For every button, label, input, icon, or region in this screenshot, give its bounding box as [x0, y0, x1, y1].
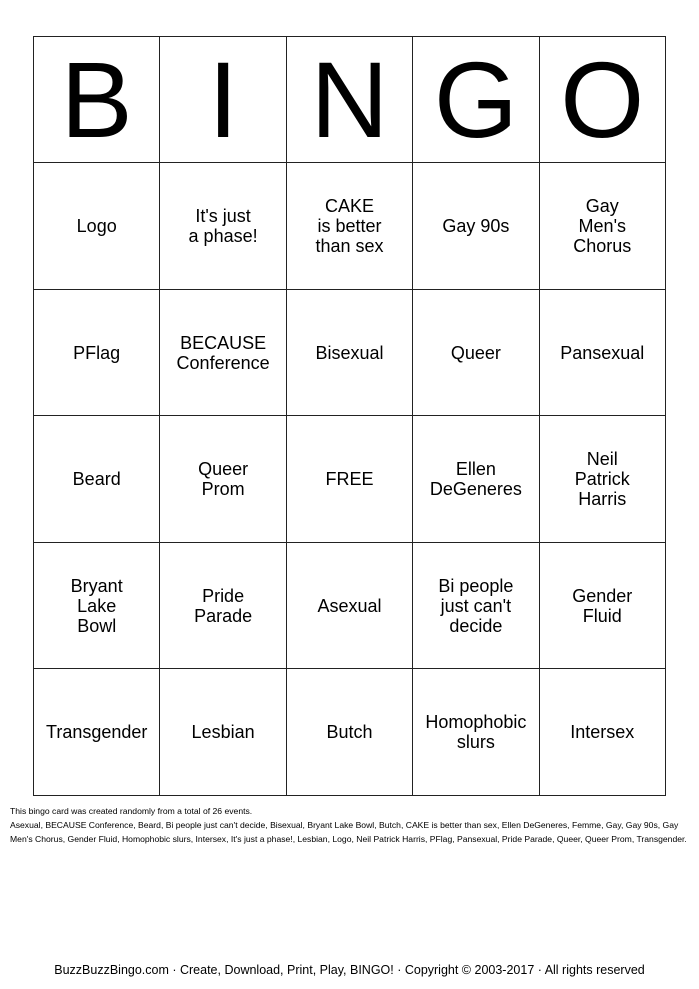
card-row-3 [34, 416, 666, 543]
bingo-cell: Gay Men's Chorus [539, 163, 665, 290]
bingo-cell: Asexual [286, 543, 412, 669]
bingo-cell: CAKE is better than sex [286, 163, 412, 290]
bingo-cell: Bi people just can't decide [413, 543, 539, 669]
card-row-1 [34, 163, 666, 290]
bingo-cell: Butch [286, 669, 412, 796]
card-row-2 [34, 290, 666, 416]
free-space-cell: FREE [286, 416, 412, 543]
bingo-cell: Gender Fluid [539, 543, 665, 669]
bingo-cell: Lesbian [160, 669, 286, 796]
header-letter-i: I [160, 37, 286, 163]
bingo-cell: Queer [413, 290, 539, 416]
bingo-cell: BECAUSE Conference [160, 290, 286, 416]
bingo-cell: Transgender [34, 669, 160, 796]
card-row-4 [34, 543, 666, 669]
footnote-summary: This bingo card was created randomly from a total of 26 events. [10, 806, 253, 816]
bingo-cell: Homophobic slurs [413, 669, 539, 796]
header-letter-n: N [286, 37, 412, 163]
bingo-card [33, 36, 666, 796]
bingo-cell: Logo [34, 163, 160, 290]
bingo-cell: PFlag [34, 290, 160, 416]
bingo-cell: Gay 90s [413, 163, 539, 290]
bingo-cell: Intersex [539, 669, 665, 796]
page-footer: BuzzBuzzBingo.com · Create, Download, Print, Play, BINGO! · Copyright © 2003-2017 · All rights reserved [54, 963, 645, 977]
header-letter-o: O [539, 37, 665, 163]
bingo-cell: Beard [34, 416, 160, 543]
card-footnote [10, 804, 690, 846]
bingo-cell: Bryant Lake Bowl [34, 543, 160, 669]
bingo-cell: Ellen DeGeneres [413, 416, 539, 543]
card-row-5 [34, 669, 666, 796]
bingo-cell: Pride Parade [160, 543, 286, 669]
bingo-cell: Pansexual [539, 290, 665, 416]
header-letter-b: B [34, 37, 160, 163]
bingo-cell: It's just a phase! [160, 163, 286, 290]
header-row [34, 37, 666, 163]
header-letter-g: G [413, 37, 539, 163]
bingo-cell: Queer Prom [160, 416, 286, 543]
bingo-cell: Bisexual [286, 290, 412, 416]
bingo-cell: Neil Patrick Harris [539, 416, 665, 543]
footnote-event-list: Asexual, BECAUSE Conference, Beard, Bi people just can't decide, Bisexual, Bryant Lake Bowl, Butch, CAKE is better than sex, Ellen DeGeneres, Femme, Gay, Gay 90s, Gay Men's Chorus, Gender Fluid, Homophobic slurs, Intersex, It's just a phase!, Lesbian, Logo, Neil Patrick Harris, PFlag, Pansexual, Pride Parade, Queer, Queer Prom, Transgender. [10, 820, 687, 844]
